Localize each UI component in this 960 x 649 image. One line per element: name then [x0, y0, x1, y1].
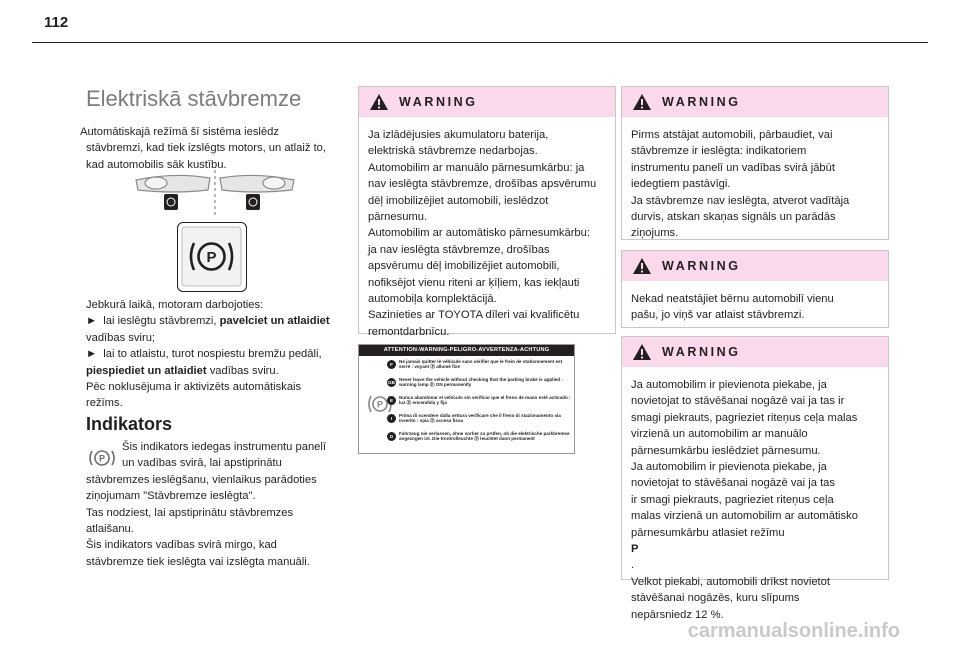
indicator-line: Tas nodziest, lai apstiprinātu stāvbremzes [86, 506, 294, 519]
warning-header [622, 87, 888, 117]
warning-line: novietojat to stāvēšanai nogāzē vai ja tas ir [631, 395, 845, 408]
intro-line: Automātiskajā režīmā šī sistēma ieslēdz [80, 126, 279, 138]
svg-text:P: P [376, 399, 384, 410]
usage-instructions [86, 297, 350, 412]
warning-box-check-brake [621, 86, 889, 240]
warning-line: durvis, atskan skaņas signāls un parādās [631, 211, 836, 224]
warning-line: Nekad neatstājiet bērnu automobilī vienu [631, 293, 834, 305]
indicator-description [86, 439, 350, 570]
warning-line: nofiksējot vienu riteni ar ķīļiem, kas iekļauti [368, 276, 580, 289]
warning-line: virzienā un automobilim ar manuālo [631, 428, 808, 441]
warning-line: ir smagi piekrauts, pagrieziet riteņus ceļa [631, 493, 834, 506]
warning-line: Ja automobilim ir pievienota piekabe, ja [631, 461, 827, 474]
instruction-line [86, 363, 350, 379]
warning-label: WARNING [662, 95, 741, 109]
sticker-text: Ne jamais quitter le véhicule sans vérifier que le frein de stationnement est serré : voyant ⓟ allumé fixe [399, 359, 563, 370]
warning-line: Ja stāvbremze nav ieslēgta, atverot vadītāja [631, 194, 850, 207]
warning-header [359, 87, 615, 117]
sticker-text: Fahrzeug nie verlassen, ohne vorher zu prüfen, ob die elektrische parkbremse angezogen ist. Die Kontrolleuchte ⓟ leuchtet dann permanent [399, 431, 570, 442]
instruction-line: režīms. [86, 397, 123, 410]
warning-sticker [358, 344, 575, 454]
instruction-bold: piespiediet un atlaidiet [86, 364, 207, 377]
bullet-icon: ► [86, 348, 98, 361]
watermark: carmanualsonline.info [687, 620, 900, 642]
warning-label: WARNING [662, 345, 741, 359]
country-flag-icon: I [387, 414, 396, 423]
steering-console-illustration [134, 168, 296, 220]
instruction-line: Jebkurā laikā, motoram darbojoties: [86, 299, 264, 311]
warning-line: pārnesumkārbu ieslēdziet pārnesumu. [631, 444, 821, 457]
section-title: Elektriskā stāvbremze [86, 86, 302, 111]
warning-text [622, 281, 888, 332]
country-flag-icon: GB [388, 380, 395, 385]
warning-line: dēļ imobilizējiet automobili, ieslēdzot [368, 194, 549, 207]
warning-line: pārnesumu. [368, 211, 428, 224]
gear-mode-p: P [631, 543, 639, 556]
indicator-line: stāvbremze tiek ieslēgta vai izslēgta manuāli. [86, 555, 310, 568]
indicator-line: Šis indikators vadības svirā mirgo, kad [86, 539, 277, 552]
warning-text [622, 117, 888, 250]
country-flag-icon: D [387, 432, 396, 441]
warning-line: nepārsniedz 12 %. [631, 608, 724, 621]
intro-line: kad automobilis sāk kustību. [86, 158, 227, 171]
warning-triangle-icon [632, 343, 652, 361]
warning-label: WARNING [662, 259, 741, 273]
bullet-release [86, 346, 350, 362]
instruction-bold: pavelciet un atlaidiet [219, 315, 330, 328]
instruction-line: vadības sviru; [86, 331, 156, 344]
warning-line: stāvbremze ir ieslēgta: indikatoriem [631, 145, 807, 158]
warning-line: Ja izlādējusies akumulatoru baterija, [368, 129, 549, 141]
indicators-heading: Indikators [86, 414, 173, 434]
intro-line: stāvbremzi, kad tiek izslēgts motors, un atlaiž to, [86, 142, 327, 155]
warning-text [622, 367, 888, 631]
warning-line: Ja automobilim ir pievienota piekabe, ja [631, 379, 827, 391]
instruction-text: lai ieslēgtu stāvbremzi, [103, 315, 220, 328]
warning-line: Velkot piekabi, automobili drīkst novietot [631, 575, 830, 588]
warning-line: Automobilim ar manuālo pārnesumkārbu: ja [368, 161, 585, 174]
instruction-line: Pēc noklusējuma ir aktivizēts automātiskais [86, 381, 302, 394]
sticker-text: Never leave the vehicle without checking that the parking brake is applied : warning lamp ⓟ ON permanently [399, 377, 563, 388]
warning-line: stāvēšanai nogāzēs, kuru slīpums [631, 592, 800, 605]
warning-line: instrumentu panelī un vadības svirā jābūt [631, 161, 835, 174]
warning-line: Automobilim ar automātisko pārnesumkārbu: [368, 227, 590, 240]
country-flag-icon: E [387, 396, 396, 405]
parking-brake-switch-illustration [177, 222, 247, 292]
warning-line: remontdarbnīcu. [368, 325, 450, 338]
indicator-line: un vadības svirā, lai apstiprinātu [122, 457, 282, 470]
warning-box-trailer [621, 336, 889, 621]
indicator-line: ziņojumam "Stāvbremze ieslēgta". [86, 490, 256, 503]
warning-line: ziņojums. [631, 227, 679, 240]
warning-line: Pirms atstājat automobili, pārbaudiet, vai [631, 129, 833, 141]
bullet-icon: ► [86, 315, 98, 328]
indicator-line: stāvbremzes ieslēgšanu, vienlaikus parādoties [86, 473, 317, 486]
indicator-line: Šis indikators iedegas instrumentu panelī [122, 441, 326, 453]
warning-line: malas virzienā un automobilim ar automātisko [631, 510, 858, 523]
sticker-text: Nunca abandonar el vehículo sin verificar que el freno de mano esté activado : luz ⓟ encendida y fija [399, 395, 571, 406]
svg-text:P: P [98, 453, 106, 464]
warning-triangle-icon [632, 93, 652, 111]
warning-label: WARNING [399, 95, 478, 109]
warning-line: Sazinieties ar TOYOTA dīleri vai kvalificētu [368, 309, 580, 322]
warning-header [622, 251, 888, 281]
instruction-text: lai to atlaistu, turot nospiestu bremžu pedāli, [103, 348, 322, 361]
warning-line: elektriskā stāvbremze nedarbojas. [368, 145, 538, 158]
warning-text-part: pārnesumkārbu atlasiet režīmu [631, 526, 785, 539]
warning-triangle-icon [369, 93, 389, 111]
country-flag-icon: F [387, 360, 396, 369]
warning-line: nav ieslēgta stāvbremze, drošības apsvērumu [368, 178, 597, 191]
intro-paragraph [80, 124, 350, 173]
warning-line: smagi piekrauts, pagrieziet riteņus ceļa malas [631, 411, 858, 424]
sticker-text: Prima di scendere dalla vettura verificare che il freno di stazionamento sia inserito : spia ⓟ accesa fissa [399, 413, 561, 424]
warning-triangle-icon [632, 257, 652, 275]
warning-line: automobiļa komplektācijā. [368, 293, 497, 306]
warning-line: pašu, jo viņš var atlaist stāvbremzi. [631, 309, 805, 322]
warning-box-battery [358, 86, 616, 338]
warning-text-part: . [631, 559, 635, 572]
warning-line: ja nav ieslēgta stāvbremze, drošības [368, 243, 550, 256]
warning-line: novietojat to stāvēšanai nogāzē vai ja tas [631, 477, 835, 490]
sticker-header: ATTENTION-WARNING-PELIGRO-AVVERTENZA-ACHTUNG [359, 345, 574, 356]
warning-line: iedegtiem pastāvīgi. [631, 178, 731, 191]
top-rule [32, 42, 928, 43]
instruction-text: vadības sviru. [206, 364, 279, 377]
warning-text [359, 117, 615, 348]
parking-brake-icon [178, 223, 245, 290]
svg-text:P: P [206, 249, 217, 266]
warning-line [631, 525, 879, 574]
indicator-line: atlaišanu. [86, 523, 134, 536]
warning-header [622, 337, 888, 367]
warning-line: apsvērumu dēļ imobilizējiet automobili, [368, 260, 560, 273]
warning-box-child [621, 250, 889, 328]
page-number: 112 [44, 14, 69, 31]
bullet-apply [86, 313, 350, 329]
